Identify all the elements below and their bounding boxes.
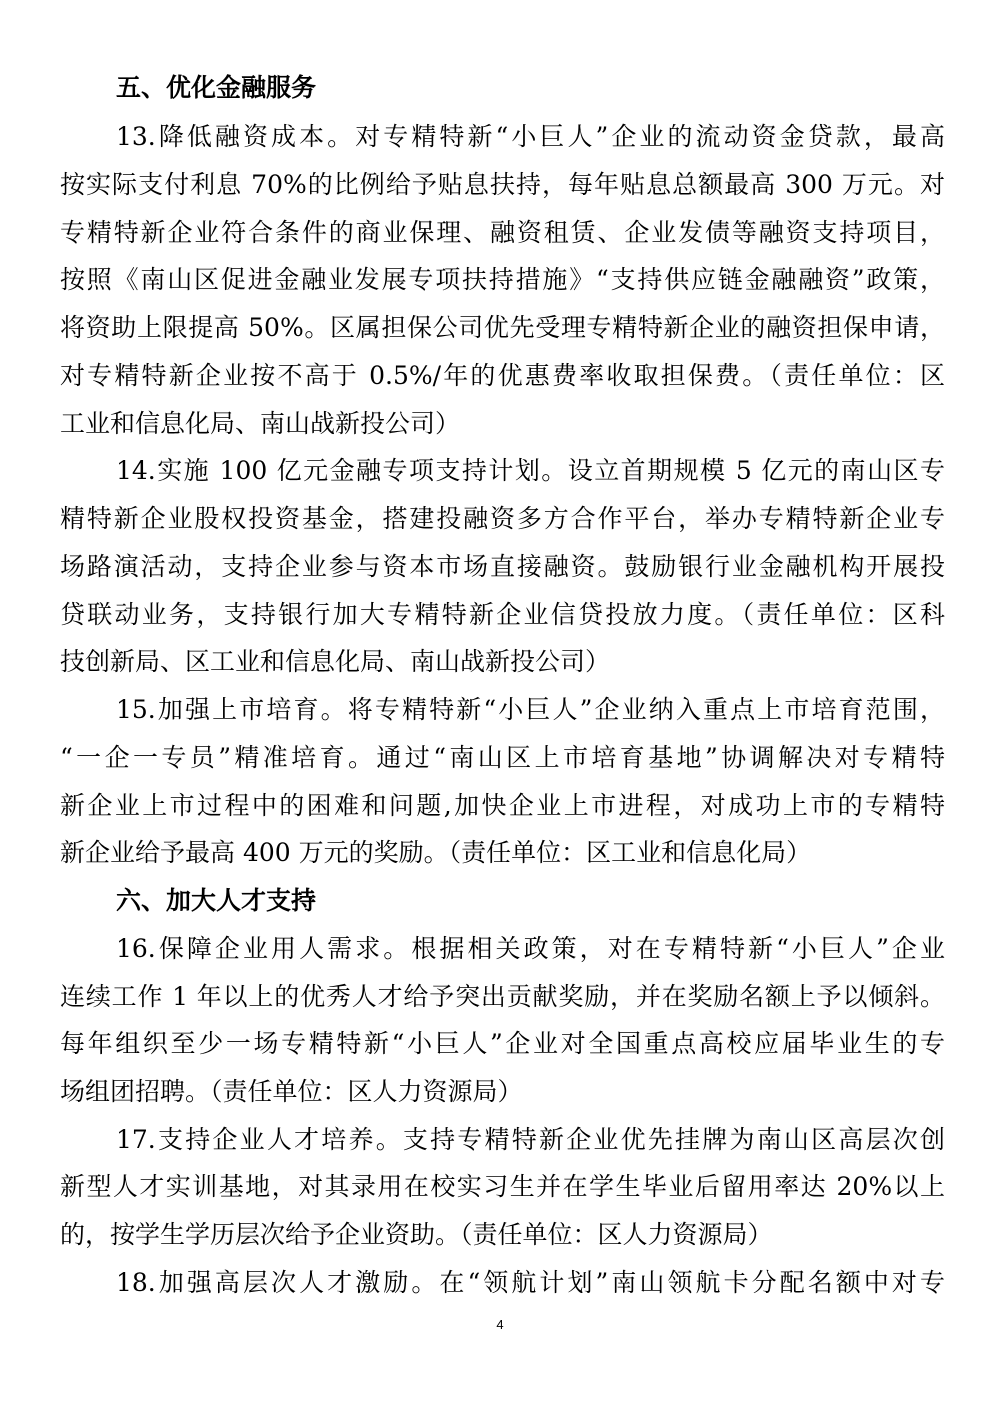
paragraph-14-line-3: 场路演活动，支持企业参与资本市场直接融资。鼓励银行业金融机构开展投 <box>60 552 945 581</box>
paragraph-15-line-2: “一企一专员”精准培育。通过“南山区上市培育基地”协调解决对专精特 <box>60 743 945 772</box>
section-heading-6: 六、加大人才支持 <box>116 886 317 915</box>
paragraph-13-line-3: 专精特新企业符合条件的商业保理、融资租赁、企业发债等融资支持项目， <box>60 218 945 247</box>
page-number: 4 <box>496 1317 504 1332</box>
paragraph-13-line-1: 13.降低融资成本。对专精特新“小巨人”企业的流动资金贷款，最高 <box>116 122 945 151</box>
paragraph-18-line-1: 18.加强高层次人才激励。在“领航计划”南山领航卡分配名额中对专 <box>116 1268 945 1297</box>
paragraph-16-line-4: 场组团招聘。（责任单位：区人力资源局） <box>60 1077 523 1106</box>
paragraph-15-line-3: 新企业上市过程中的困难和问题,加快企业上市进程，对成功上市的专精特 <box>60 791 945 820</box>
paragraph-16-line-3: 每年组织至少一场专精特新“小巨人”企业对全国重点高校应届毕业生的专 <box>60 1029 945 1058</box>
paragraph-13-line-7: 工业和信息化局、南山战新投公司） <box>60 409 461 438</box>
paragraph-15-line-4: 新企业给予最高 400 万元的奖励。（责任单位：区工业和信息化局） <box>60 838 812 867</box>
paragraph-17-line-2: 新型人才实训基地，对其录用在校实习生并在学生毕业后留用率达 20%以上 <box>60 1172 945 1201</box>
paragraph-14-line-4: 贷联动业务，支持银行加大专精特新企业信贷投放力度。（责任单位：区科 <box>60 600 945 629</box>
paragraph-13-line-5: 将资助上限提高 50%。区属担保公司优先受理专精特新企业的融资担保申请， <box>60 313 945 342</box>
paragraph-14-line-2: 精特新企业股权投资基金，搭建投融资多方合作平台，举办专精特新企业专 <box>60 504 945 533</box>
paragraph-13-line-2: 按实际支付利息 70%的比例给予贴息扶持，每年贴息总额最高 300 万元。对 <box>60 170 945 199</box>
section-heading-5: 五、优化金融服务 <box>116 73 317 102</box>
paragraph-13-line-6: 对专精特新企业按不高于 0.5%/年的优惠费率收取担保费。（责任单位：区 <box>60 361 945 390</box>
paragraph-16-line-2: 连续工作 1 年以上的优秀人才给予突出贡献奖励，并在奖励名额上予以倾斜。 <box>60 982 945 1011</box>
paragraph-14-line-5: 技创新局、区工业和信息化局、南山战新投公司） <box>60 647 611 676</box>
paragraph-17-line-3: 的，按学生学历层次给予企业资助。（责任单位：区人力资源局） <box>60 1220 773 1249</box>
paragraph-14-line-1: 14.实施 100 亿元金融专项支持计划。设立首期规模 5 亿元的南山区专 <box>116 456 945 485</box>
paragraph-16-line-1: 16.保障企业用人需求。根据相关政策，对在专精特新“小巨人”企业 <box>116 934 945 963</box>
paragraph-17-line-1: 17.支持企业人才培养。支持专精特新企业优先挂牌为南山区高层次创 <box>116 1125 945 1154</box>
paragraph-15-line-1: 15.加强上市培育。将专精特新“小巨人”企业纳入重点上市培育范围， <box>116 695 945 724</box>
paragraph-13-line-4: 按照《南山区促进金融业发展专项扶持措施》“支持供应链金融融资”政策， <box>60 265 945 294</box>
